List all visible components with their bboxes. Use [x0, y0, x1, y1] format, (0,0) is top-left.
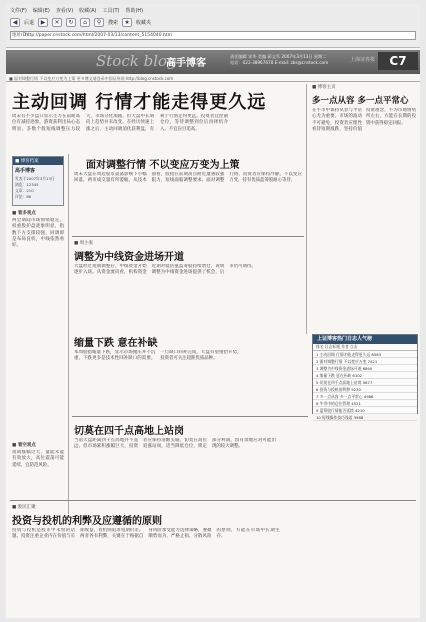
ranking-header: 排名 日志标题 作者 点击: [313, 344, 417, 351]
address-bar[interactable]: [10, 31, 416, 40]
editor-line: 责任编辑 宋华 美编 蒋文军 2007年3月13日 星期二: [230, 54, 327, 59]
forward-icon[interactable]: ▶: [38, 18, 48, 27]
contact-line: 电话：021-38967678 E-mail: zbs@cnstock.com: [230, 60, 329, 65]
home-icon[interactable]: ⌂: [80, 18, 90, 27]
ranking-row[interactable]: 2 面对调整行情 不以变应万变 7421: [313, 358, 417, 365]
blogger-name[interactable]: 高手博客: [15, 168, 36, 174]
back-icon[interactable]: ◀: [10, 18, 20, 27]
article-1-title[interactable]: 面对调整行情 不以变应万变为上策: [86, 160, 240, 171]
article-3-title[interactable]: 缩量下跌 意在补缺: [74, 338, 158, 349]
ranking-row[interactable]: 7 多一点从容 多一点平常心 4986: [313, 393, 417, 400]
ranking-row[interactable]: 3 调整为中线资金进场开道 6890: [313, 365, 417, 372]
column-divider: [306, 84, 307, 334]
right-column-title: 多一点从容 多一点平常心: [312, 96, 409, 106]
menu-bar: [10, 7, 143, 14]
toolbar: [10, 16, 151, 28]
article-2-body: 大盘经过短期调整后，中线资金开始逐步入场。从资金流向看，机构资金近期对低估值蓝筹股持续增仓，说明调整为中线资金进场提供了机会，后市仍可期待。: [74, 264, 256, 276]
ranking-row[interactable]: 5 切莫在四千点高地上站岗 5877: [313, 379, 417, 386]
article-4-body: 当前大盘距离四千点高地并不遥远，但市场累积涨幅巨大，投资者应保持清醒头脑，切莫在高位追涨站岗，适当降低仓位，锁定部分利润，留有余地应对可能出现的较大调整。: [74, 438, 276, 450]
browser-chrome: [6, 4, 420, 48]
bull-view-label: ■ 看多观点: [12, 211, 36, 216]
blogger-stat-3: 评论：86: [15, 194, 32, 199]
article-5-title[interactable]: 投资与投机的利弊及应遵循的原则: [12, 516, 162, 527]
favorites-label[interactable]: 收藏夹: [136, 19, 152, 26]
divider-3: [72, 416, 308, 417]
hot-blog-ranking: [312, 334, 418, 420]
ranking-title: 上证博客热门日志人气榜: [313, 335, 417, 344]
article-5-body: 投资与投机是股市中永恒的话题。投资注重企业内在价值与长期收益，投机则追求短期价差。两者各有利弊，关键在于根据自身风险承受能力选择策略，遵循顺势而为、严格止损、分散风险的原则，方能在市场中长期生存。: [12, 528, 280, 540]
blogger-meta: 发表于2007年3月13日: [15, 176, 55, 181]
article-3-body: 本周股指缩量下跌，显示市场抛压并不沉重，下跌更多是技术性回补缺口的需要。一旦缺口回补完成，大盘有望重拾升势，投资者可关注超跌优质品种。: [74, 350, 242, 362]
address-label: 地址(D): [12, 33, 28, 38]
blog-logo: Stock blog: [96, 52, 177, 70]
menu-file[interactable]: 文件(F): [10, 8, 27, 14]
blogger-stat-2: 文章：210: [15, 188, 34, 193]
menu-edit[interactable]: 编辑(E): [32, 8, 50, 14]
ranking-row[interactable]: 1 主动回调 行情才能走得更久远 8563: [313, 351, 417, 358]
blogger-label: ■ 博客档案: [13, 157, 63, 165]
article-5-tag: ■ 股民汇聚: [12, 505, 36, 510]
article-1-body: 周末大盘在周边股市震荡影响下小幅回落，两市成交量有所萎缩。从技术面看，股指在前期高点附近遭遇较强阻力，短线面临调整要求。面对调整行情，投资者应保持冷静，不以变应万变，持有优质蓝筹股耐心等待。: [74, 172, 302, 184]
ranking-row[interactable]: 10 短线操作技巧浅谈 3988: [313, 414, 417, 421]
section-title: 高手博客: [166, 58, 206, 69]
bear-view-text: 短期涨幅过大，量能未能有效放大，高位震荡可能延续，宜防范风险。: [12, 450, 64, 468]
blogger-stat-1: 浏览：12345: [15, 182, 39, 187]
page-number: C7: [378, 52, 418, 70]
article-4-title[interactable]: 切莫在四千点高地上站岗: [74, 426, 184, 437]
ranking-row[interactable]: 8 牛市中的仓位管理 4521: [313, 400, 417, 407]
menu-tools[interactable]: 工具(T): [102, 8, 120, 14]
divider-4: [10, 500, 416, 501]
article-2-tag: ■ 周小张: [74, 241, 94, 246]
back-label[interactable]: 后退: [24, 19, 35, 26]
menu-view[interactable]: 查看(V): [55, 8, 74, 14]
article-2-title[interactable]: 调整为中线资金进场开道: [74, 252, 184, 263]
paper-name: 上海证券报: [350, 57, 376, 63]
bear-view-label: ■ 看空观点: [12, 443, 36, 448]
stop-icon[interactable]: ✕: [52, 18, 62, 27]
sidebar-divider: [68, 154, 69, 514]
blogger-profile-box: [12, 156, 64, 206]
refresh-icon[interactable]: ↻: [66, 18, 76, 27]
right-column-body: 在牛市中保持从容与平常心尤为重要。市场的波动不可避免，投资者应理性看待短期涨跌，坚持价值投资理念，不为市场情绪所左右，方能在长期的投资中获得稳定回报。: [312, 108, 416, 132]
menu-favorites[interactable]: 收藏(A): [79, 8, 97, 14]
search-label[interactable]: 搜索: [108, 19, 119, 26]
ranking-row[interactable]: 9 蓝筹股行情能否延续 4210: [313, 407, 417, 414]
divider-1: [72, 236, 304, 237]
bull-view-text: 两会期间市场情绪稳定，权重股护盘迹象明显，指数下方支撑较强，回调即是布局良机，中线依然看好。: [12, 218, 64, 249]
newspaper-page: [6, 4, 420, 618]
ranking-row[interactable]: 6 投资与投机的利弊 5230: [313, 386, 417, 393]
menu-help[interactable]: 帮助(H): [125, 8, 144, 14]
star-icon[interactable]: ★: [122, 18, 132, 27]
teaser-strip[interactable]: ■ 面对调整行情 不以变应万变为上策 更多博文请登录中国证券网 http://blog.cnstock.com: [6, 76, 420, 82]
editor-info: [230, 54, 340, 66]
page-header: [6, 50, 420, 74]
main-headline: 主动回调 行情才能走得更久远: [12, 92, 267, 113]
main-article-body: 周末有不少盘口显示主力在前期高位有减持迹象，游资获利出局心态明显，多数个股短线调整压力较大，市场分化加剧，但大盘中长期向上趋势并未改变。在经历快速上涨之后，主动回调消化获利盘，有利于行情走得更远。投资者宜控制仓位，等待调整到位后再择机介入，不宜盲目追高。: [12, 114, 228, 132]
address-url[interactable]: http://paper.cnstock.com/html/2007-03/13/content_5154040.htm: [25, 33, 172, 38]
ranking-row[interactable]: 4 缩量下跌 意在补缺 6102: [313, 372, 417, 379]
search-icon[interactable]: ⚲: [94, 18, 104, 27]
right-column-tag: ■ 博客主页: [312, 85, 336, 90]
